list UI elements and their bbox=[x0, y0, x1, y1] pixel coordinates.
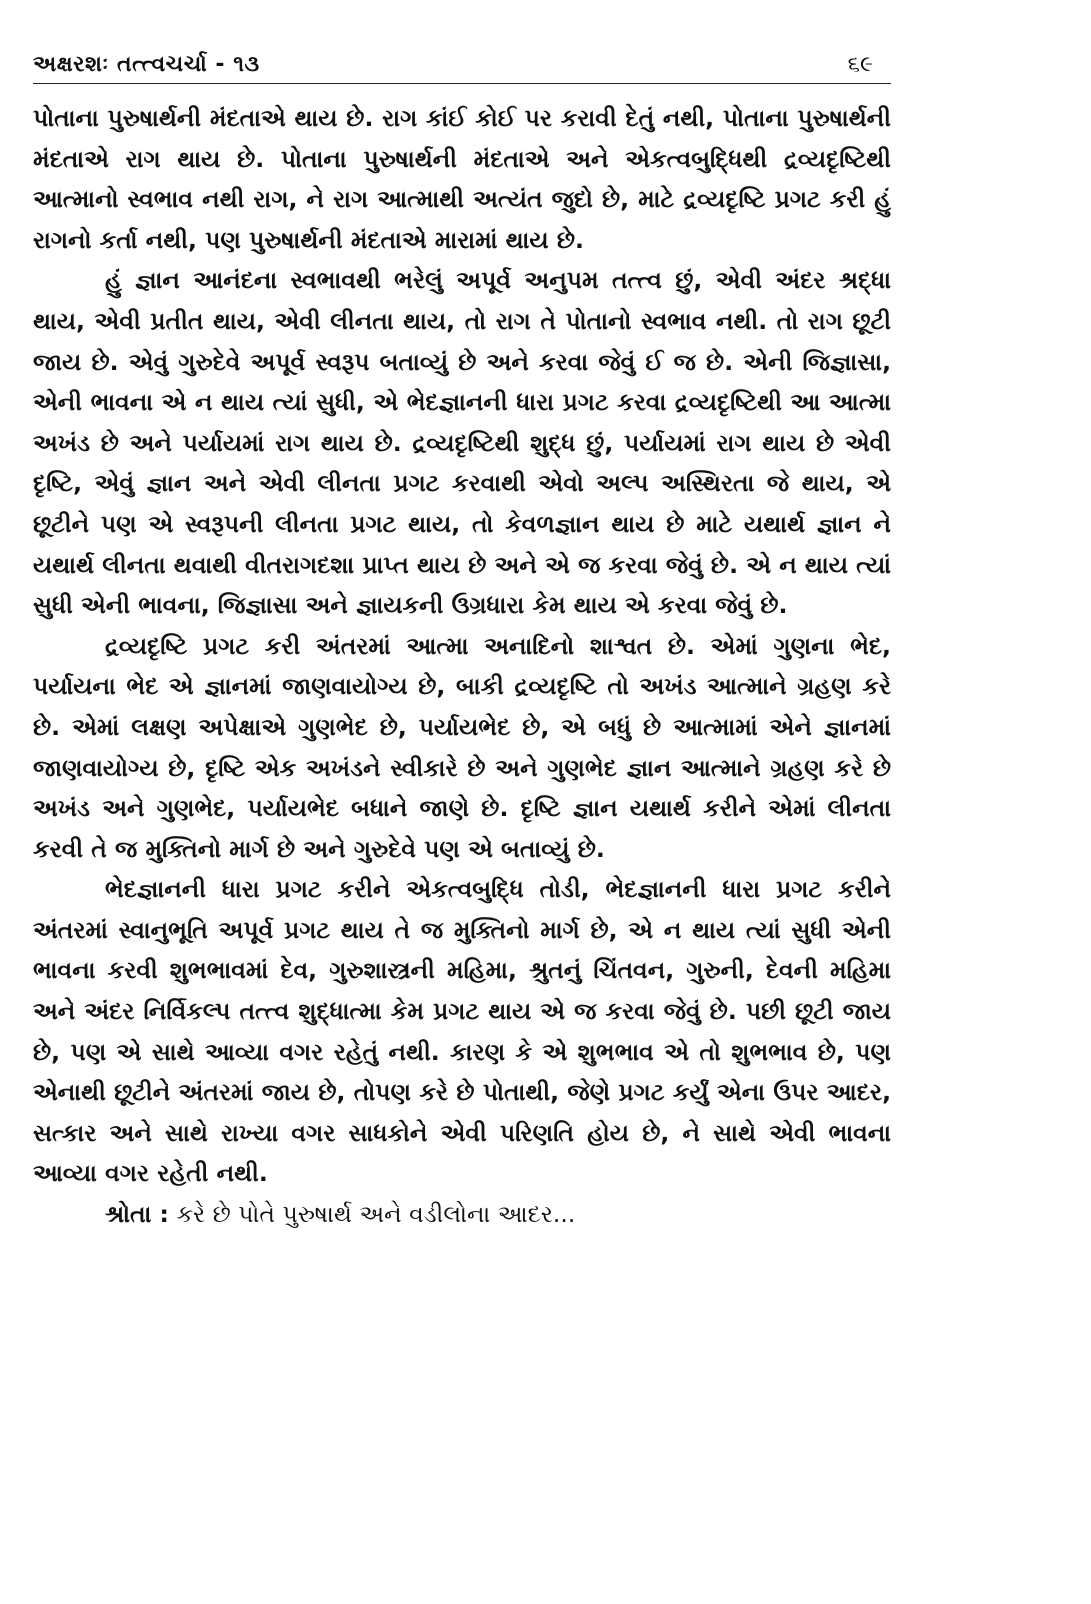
dialogue-text: કરે છે પોતે પુરુષાર્થ અને વડીલોના આદર... bbox=[176, 1200, 576, 1229]
paragraph: ભેદજ્ઞાનની ધારા પ્રગટ કરીને એકત્વબુદ્ધિ તોડી, ભેદજ્ઞાનની ધારા પ્રગટ કરીને અંતરમાં સ્વાનુભૂતિ અપૂર્વ પ્રગટ થાય તે જ મુક્તિનો માર્ગ છે, એ ન થાય ત્યાં સુધી એની ભાવના કરવી શુભભાવમાં દેવ, ગુરુશાસ્ત્રની મહિમા, શ્રુતનું ચિંતવન, ગુરુની, દેવની મહિમા અને અંદર નિર્વિકલ્પ તત્ત્વ શુદ્ધાત્મા કેમ પ્રગટ થાય એ જ કરવા જેવું છે. પછી છૂટી જાય છે, પણ એ સાથે આવ્યા વગર રહેતું નથી. કારણ કે એ શુભભાવ એ તો શુભભાવ છે, પણ એનાથી છૂટીને અંતરમાં જાય છે, તોપણ કરે છે પોતાથી, જેણે પ્રગટ કર્યું એના ઉપર આદર, સત્કાર અને સાથે રાખ્યા વગર સાધકોને એવી પરિણતિ હોય છે, ને સાથે એવી ભાવના આવ્યા વગર રહેતી નથી. bbox=[33, 875, 891, 1188]
speaker-label: શ્રોતા : bbox=[105, 1200, 169, 1229]
page-number: ૬૯ bbox=[847, 52, 873, 77]
body-text bbox=[33, 98, 891, 1235]
paragraph: દ્રવ્યદૃષ્ટિ પ્રગટ કરી અંતરમાં આત્મા અનાદિનો શાશ્વત છે. એમાં ગુણના ભેદ, પર્યાયના ભેદ એ જ્ઞાનમાં જાણવાયોગ્ય છે, બાકી દ્રવ્યદૃષ્ટિ તો અખંડ આત્માને ગ્રહણ કરે છે. એમાં લક્ષણ અપેક્ષાએ ગુણભેદ છે, પર્યાયભેદ છે, એ બધું છે આત્મામાં એને જ્ઞાનમાં જાણવાયોગ્ય છે, દૃષ્ટિ એક અખંડને સ્વીકારે છે અને ગુણભેદ જ્ઞાન આત્માને ગ્રહણ કરે છે અખંડ અને ગુણભેદ, પર્યાયભેદ બધાને જાણે છે. દૃષ્ટિ જ્ઞાન યથાર્થ કરીને એમાં લીનતા કરવી તે જ મુક્તિનો માર્ગ છે અને ગુરુદેવે પણ એ બતાવ્યું છે. bbox=[33, 631, 891, 863]
paragraph: હું જ્ઞાન આનંદના સ્વભાવથી ભરેલું અપૂર્વ અનુપમ તત્ત્વ છું, એવી અંદર શ્રદ્ધા થાય, એવી પ્રતીત થાય, એવી લીનતા થાય, તો રાગ તે પોતાનો સ્વભાવ નથી. તો રાગ છૂટી જાય છે. એવું ગુરુદેવે અપૂર્વ સ્વરૂપ બતાવ્યું છે અને કરવા જેવું ઈ જ છે. એની જિજ્ઞાસા, એની ભાવના એ ન થાય ત્યાં સુધી, એ ભેદજ્ઞાનની ધારા પ્રગટ કરવા દ્રવ્યદૃષ્ટિથી આ આત્મા અખંડ છે અને પર્યાયમાં રાગ થાય છે. દ્રવ્યદૃષ્ટિથી શુદ્ધ છું, પર્યાયમાં રાગ થાય છે એવી દૃષ્ટિ, એવું જ્ઞાન અને એવી લીનતા પ્રગટ કરવાથી એવો અલ્પ અસ્થિરતા જે થાય, એ છૂટીને પણ એ સ્વરૂપની લીનતા પ્રગટ થાય, તો કેવળજ્ઞાન થાય છે માટે યથાર્થ જ્ઞાન ને યથાર્થ લીનતા થવાથી વીતરાગદશા પ્રાપ્ત થાય છે અને એ જ કરવા જેવું છે. એ ન થાય ત્યાં સુધી એની ભાવના, જિજ્ઞાસા અને જ્ઞાયકની ઉગ્રધારા કેમ થાય એ કરવા જેવું છે. bbox=[33, 266, 891, 620]
book-title: અક્ષરશઃ તત્ત્વચર્ચા - ૧૩ bbox=[33, 52, 260, 77]
dialogue-line bbox=[33, 1194, 891, 1235]
page-header bbox=[33, 44, 891, 84]
paragraph: પોતાના પુરુષાર્થની મંદતાએ થાય છે. રાગ કાંઈ કોઈ પર કરાવી દેતું નથી, પોતાના પુરુષાર્થની મંદતાએ રાગ થાય છે. પોતાના પુરુષાર્થની મંદતાએ અને એકત્વબુદ્ધિથી દ્રવ્યદૃષ્ટિથી આત્માનો સ્વભાવ નથી રાગ, ને રાગ આત્માથી અત્યંત જુદો છે, માટે દ્રવ્યદૃષ્ટિ પ્રગટ કરી હું રાગનો કર્તા નથી, પણ પુરુષાર્થની મંદતાએ મારામાં થાય છે. bbox=[33, 104, 891, 254]
